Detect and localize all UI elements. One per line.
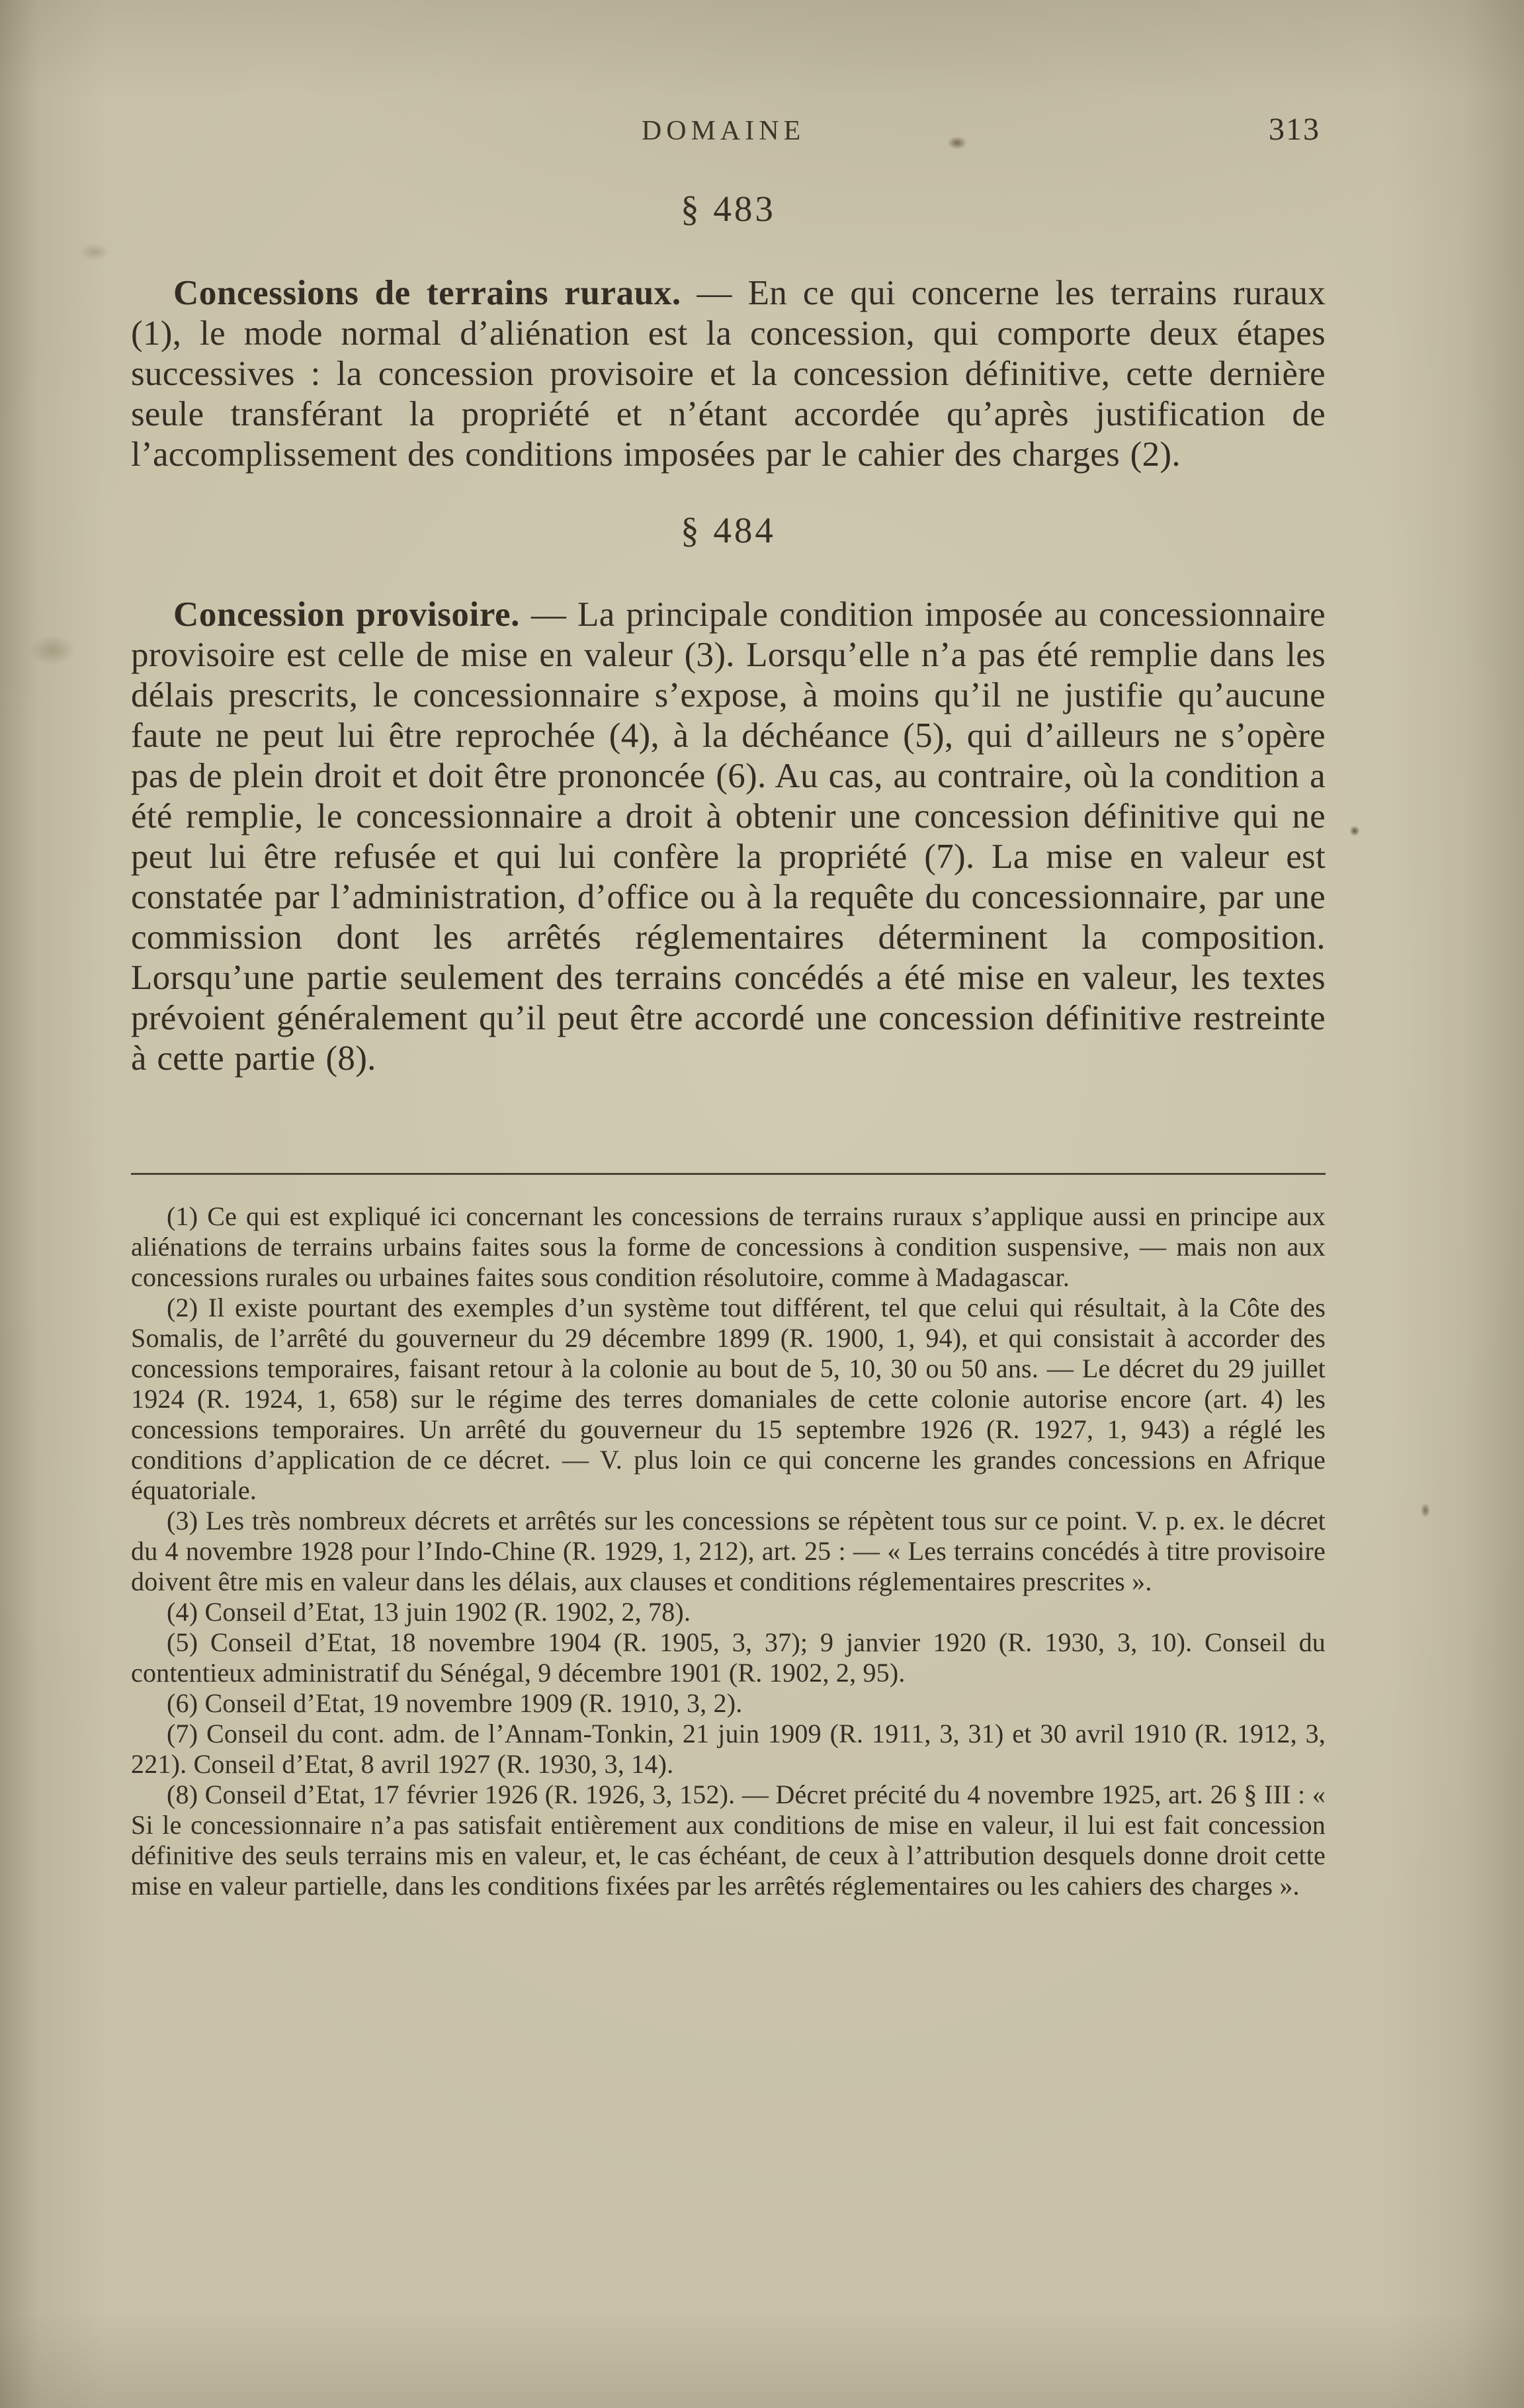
footnote-1: (1) Ce qui est expliqué ici concernant les concessions de terrains ruraux s’applique aussi en principe aux aliénations de terrains urbains faites sous la forme de concessions à condition suspensive, — mais non aux concessions rurales ou urbaines faites sous condition résolutoire, comme à Madagascar. (131, 1201, 1326, 1292)
paragraph-484 (131, 595, 1326, 1079)
footnote-6: (6) Conseil d’Etat, 19 novembre 1909 (R. 1910, 3, 2). (167, 1688, 743, 1718)
footnotes (131, 1201, 1326, 1981)
footnote-7: (7) Conseil du cont. adm. de l’Annam-Tonkin, 21 juin 1909 (R. 1911, 3, 31) et 30 avril 1910 (R. 1912, 3, 221). Conseil d’Etat, 8 avril 1927 (R. 1930, 3, 14). (131, 1719, 1326, 1779)
footnote-separator-rule (131, 1173, 1326, 1175)
paragraph-483 (131, 273, 1326, 475)
section-heading-483: § 483 (681, 189, 776, 229)
paragraph-483-lead: Concessions de terrains ruraux. (173, 274, 681, 312)
running-head (131, 111, 1326, 153)
section-heading-484: § 484 (681, 510, 776, 550)
footnote-2: (2) Il existe pourtant des exemples d’un système tout différent, tel que celui qui résultait, à la Côte des Somalis, de l’arrêté du gouverneur du 29 décembre 1899 (R. 1900, 1, 94), et qui consistait à accorder des concessions temporaires, faisant retour à la colonie au bout de 5, 10, 30 ou 50 ans. — Le décret du 29 juillet 1924 (R. 1924, 1, 658) sur le régime des terres domaniales de cette colonie autorise encore (art. 4) les concessions temporaires. Un arrêté du gouverneur du 15 septembre 1926 (R. 1927, 1, 943) a réglé les conditions d’application de ce décret. — V. plus loin ce qui concerne les grandes concessions en Afrique équatoriale. (131, 1293, 1326, 1505)
footnote-8: (8) Conseil d’Etat, 17 février 1926 (R. 1926, 3, 152). — Décret précité du 4 novembre 1925, art. 26 § III : « Si le concessionnaire n’a pas satisfait entièrement aux conditions de mise en valeur, il lui est fait concession définitive des seuls terrains mis en valeur, et, le cas échéant, de ceux à l’attribution desquels donne droit cette mise en valeur partielle, dans les conditions fixées par les arrêtés réglementaires ou les cahiers des charges ». (131, 1780, 1326, 1901)
paragraph-483-body: — En ce qui concerne les terrains ruraux (1), le mode normal d’aliénation est la concession, qui comporte deux étapes successives : la concession provisoire et la concession définitive, cette dernière seule transférant la propriété et n’étant accordée qu’après justification de l’accomplissement des conditions imposées par le cahier des charges (2). (131, 274, 1326, 474)
text-block (131, 188, 1326, 1981)
footnote-3: (3) Les très nombreux décrets et arrêtés sur les concessions se répètent tous sur ce point. V. p. ex. le décret du 4 novembre 1928 pour l’Indo-Chine (R. 1929, 1, 212), art. 25 : — « Les terrains concédés à titre provisoire doivent être mis en valeur dans les délais, aux clauses et conditions réglementaires prescrites ». (131, 1506, 1326, 1596)
page-number: 313 (1269, 112, 1320, 147)
footnote-4: (4) Conseil d’Etat, 13 juin 1902 (R. 1902, 2, 78). (167, 1597, 691, 1627)
paragraph-484-body: — La principale condition imposée au concessionnaire provisoire est celle de mise en valeur (3). Lorsqu’elle n’a pas été remplie dans les délais prescrits, le concessionnaire s’expose, à moins qu’il ne justifie qu’aucune faute ne peut lui être reprochée (4), à la déchéance (5), qui d’ailleurs ne s’opère pas de plein droit et doit être prononcée (6). Au cas, au contraire, où la condition a été remplie, le concessionnaire a droit à obtenir une concession définitive qui ne peut lui être refusée et qui lui confère la propriété (7). La mise en valeur est constatée par l’administration, d’office ou à la requête du concessionnaire, par une commission dont les arrêtés réglementaires déterminent la composition. Lorsqu’une partie seulement des terrains concédés a été mise en valeur, les textes prévoient généralement qu’il peut être accordé une concession définitive restreinte à cette partie (8). (131, 595, 1326, 1078)
running-header-title: DOMAINE (641, 116, 806, 146)
footnote-5: (5) Conseil d’Etat, 18 novembre 1904 (R. 1905, 3, 37); 9 janvier 1920 (R. 1930, 3, 10). Conseil du contentieux administratif du Sénégal, 9 décembre 1901 (R. 1902, 2, 95). (131, 1627, 1326, 1688)
paragraph-484-lead: Concession provisoire. (173, 595, 520, 634)
